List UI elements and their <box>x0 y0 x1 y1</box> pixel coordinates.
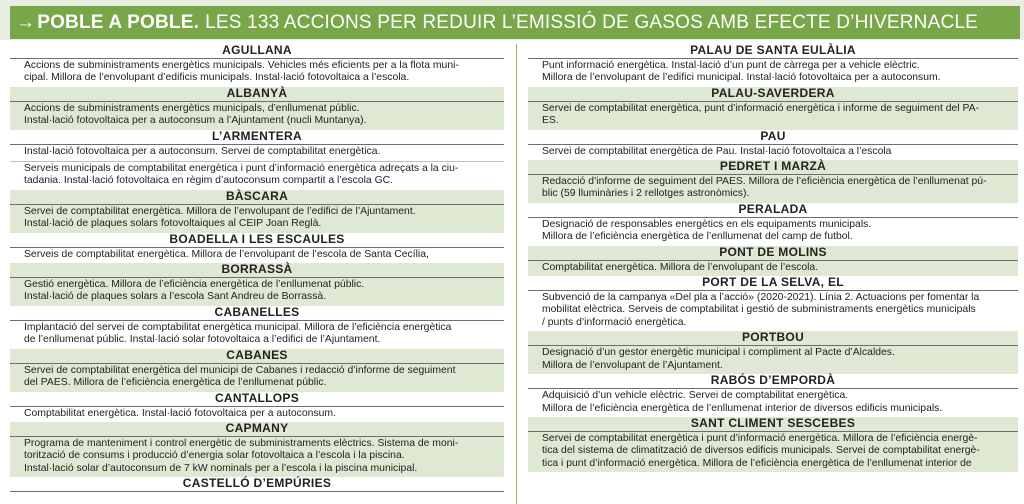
actions-text <box>10 437 504 477</box>
action-line: Adquisició d’un vehicle elèctric. Servei de comptabilitat energètica. <box>542 390 849 402</box>
actions-text <box>10 321 504 349</box>
action-line: mobilitat elèctrica. Serveis de comptabilitat i gestió de subministraments energètics municipals <box>542 304 976 316</box>
action-line: torització de consums i producció d’energia solar fotovoltaica a l’escola i la piscina. <box>24 450 405 462</box>
action-line: Punt informació energètica. Instal·lació d’un punt de càrrega per a vehicle elèctric. <box>542 60 920 71</box>
municipality-entry <box>10 263 504 306</box>
municipality-name: RABÓS D’EMPORDÀ <box>528 374 1018 389</box>
action-line: Instal·lació de plaques solars fotovoltaiques al CEIP Joan Reglà. <box>24 218 322 230</box>
actions-text <box>528 145 1018 160</box>
municipality-entry <box>10 422 504 477</box>
action-line: Accions de subministraments energètics municipals, d’enllumenat públic. <box>24 102 360 114</box>
municipality-entry <box>528 160 1018 203</box>
action-line: Programa de manteniment i control energètic de subministraments elèctrics. Sistema de moni- <box>24 437 459 449</box>
title-strong: POBLE A POBLE. <box>37 11 200 33</box>
action-line: del PAES. Millora de l’eficiència energètica de l’enllumenat públic. <box>24 377 327 389</box>
action-line: Serveis de comptabilitat energètica. Millora de l’envolupant de l’escola de Santa Cecília, <box>24 248 429 260</box>
column-divider <box>516 44 517 504</box>
municipality-entry <box>10 190 504 233</box>
action-line: Subvenció de la campanya «Del pla a l’acció» (2020-2021). Línia 2. Actuacions per fomentar la <box>542 292 980 304</box>
action-line: Instal·lació de plaques solars a l’escola Sant Andreu de Borrassà. <box>24 291 327 303</box>
action-line: de l’enllumenat públic. Instal·lació solar fotovoltaica a l’edifici de l’Ajuntament. <box>24 334 381 346</box>
municipality-entry <box>10 44 504 87</box>
municipality-name: PEDRET I MARZÀ <box>528 160 1018 175</box>
action-line: Instal·lació solar d’autoconsum de 7 kW nominals per a l’escola i la piscina municipal. <box>24 462 418 474</box>
action-line: Millora de l’eficiència energètica de l’enllumenat del camp de futbol. <box>542 231 853 243</box>
actions-text <box>10 407 504 422</box>
actions-text <box>528 59 1018 87</box>
actions-text <box>10 278 504 306</box>
municipality-name: L’ARMENTERA <box>10 130 504 145</box>
action-line: tica i punt d’informació energètica. Millora de l’eficiència energètica de l’enllumenat interior de <box>542 457 972 469</box>
municipality-entry <box>528 374 1018 417</box>
action-line: Accions de subministraments energètics municipals. Vehicles més eficients per a la flota muni- <box>24 60 459 71</box>
municipality-name: ALBANYÀ <box>10 87 504 102</box>
municipality-entry <box>10 306 504 349</box>
actions-text <box>10 102 504 130</box>
municipality-entry <box>10 130 504 190</box>
action-line: Comptabilitat energètica. Instal·lació fotovoltaica per a autoconsum. <box>24 407 336 419</box>
action-line: Designació de responsables energètics en els equipaments municipals. <box>542 218 872 230</box>
municipality-name: PERALADA <box>528 203 1018 218</box>
actions-text <box>10 248 504 263</box>
actions-text <box>528 346 1018 374</box>
action-line: blic (59 lluminàries i 2 rellotges astronòmics). <box>542 188 750 200</box>
action-line: Servei de comptabilitat energètica del municipi de Cabanes i redacció d’informe de seguiment <box>24 364 456 376</box>
municipality-name: CABANELLES <box>10 306 504 321</box>
action-line: Redacció d’informe de seguiment del PAES. Millora de l’eficiència energètica de l’enllumenat pú- <box>542 176 987 188</box>
municipality-entry <box>528 331 1018 374</box>
actions-text <box>10 145 504 160</box>
actions-text <box>10 205 504 233</box>
municipality-entry <box>10 477 504 492</box>
municipality-name: CASTELLÓ D’EMPÚRIES <box>10 477 504 492</box>
municipality-name: PORTBOU <box>528 331 1018 346</box>
municipality-name: PALAU-SAVERDERA <box>528 87 1018 102</box>
action-line: Servei de comptabilitat energètica i punt d’informació energètica. Millora de l’eficiència energè- <box>542 432 978 444</box>
action-line: Serveis municipals de comptabilitat energètica i punt d’informació energètica adreçats a la ciu- <box>24 163 459 175</box>
action-line: tadania. Instal·lació fotovoltaica en règim d’autoconsum compartit a l’escola GC. <box>24 175 394 187</box>
action-line: ES. <box>542 115 559 127</box>
actions-text <box>528 432 1018 472</box>
actions-text <box>10 161 504 190</box>
municipality-entry <box>10 87 504 130</box>
action-line: Designació d’un gestor energètic municipal i compliment al Pacte d’Alcaldes. <box>542 347 895 359</box>
municipality-name: SANT CLIMENT SESCEBES <box>528 417 1018 432</box>
municipality-entry <box>528 87 1018 130</box>
municipality-name: CAPMANY <box>10 422 504 437</box>
municipality-entry <box>528 417 1018 472</box>
actions-text <box>10 59 504 87</box>
municipality-name: PORT DE LA SELVA, EL <box>528 276 1018 291</box>
municipality-name: CABANES <box>10 349 504 364</box>
municipality-name: PALAU DE SANTA EULÀLIA <box>528 44 1018 59</box>
action-line: cipal. Millora de l’envolupant d’edificis municipals. Instal·lació fotovoltaica a l’escola. <box>24 72 410 84</box>
action-line: Servei de comptabilitat energètica. Millora de l’envolupant de l’edifici de l’Ajuntament. <box>24 205 416 217</box>
actions-text <box>528 291 1018 331</box>
municipality-entry <box>10 349 504 392</box>
action-line: Comptabilitat energètica. Millora de l’envolupant de l’escola. <box>542 261 819 273</box>
actions-text <box>528 389 1018 417</box>
title-rest: LES 133 ACCIONS PER REDUIR L’EMISSIÓ DE GASOS AMB EFECTE D’HIVERNACLE <box>205 11 979 33</box>
action-line: Millora de l’envolupant de l’edifici municipal. Instal·lació fotovoltaica per a autoconsum. <box>542 72 941 84</box>
header-band <box>0 0 1024 40</box>
action-line: Millora de l’envolupant de l’Ajuntament. <box>542 359 723 371</box>
action-line: Millora de l’eficiència energètica de l’enllumenat interior de diversos edificis municipals. <box>542 402 943 414</box>
actions-text <box>528 218 1018 246</box>
municipality-entry <box>10 233 504 263</box>
municipality-entry <box>528 246 1018 276</box>
municipality-name: AGULLANA <box>10 44 504 59</box>
actions-text <box>528 102 1018 130</box>
municipality-name: BORRASSÀ <box>10 263 504 278</box>
action-line: / punts d’informació energètica. <box>542 316 687 328</box>
actions-text <box>10 364 504 392</box>
municipality-name: CANTALLOPS <box>10 392 504 407</box>
municipality-entry <box>10 392 504 422</box>
action-line: Servei de comptabilitat energètica, punt d’informació energètica i informe de seguiment del PA- <box>542 102 980 114</box>
municipality-entry <box>528 130 1018 160</box>
municipality-entry <box>528 203 1018 246</box>
municipality-name: PONT DE MOLINS <box>528 246 1018 261</box>
left-column <box>10 44 504 492</box>
action-line: Instal·lació fotovoltaica per a autoconsum a l’Ajuntament (nucli Muntanya). <box>24 115 367 127</box>
arrow-icon: → <box>16 11 36 33</box>
actions-text <box>528 175 1018 203</box>
municipality-name: BÀSCARA <box>10 190 504 205</box>
actions-text <box>528 261 1018 276</box>
municipality-name: BOADELLA I LES ESCAULES <box>10 233 504 248</box>
municipality-entry <box>528 44 1018 87</box>
action-line: Instal·lació fotovoltaica per a autoconsum. Servei de comptabilitat energètica. <box>24 145 381 157</box>
action-line: tica del sistema de climatització de diversos edificis municipals. Servei de comptabilitat energè- <box>542 445 980 457</box>
page-title <box>10 6 1020 39</box>
action-line: Gestió energètica. Millora de l’eficiència energètica de l’enllumenat públic. <box>24 279 365 291</box>
action-line: Servei de comptabilitat energètica de Pau. Instal·lació fotovoltaica a l’escola <box>542 145 892 157</box>
municipality-entry <box>528 276 1018 331</box>
municipality-name: PAU <box>528 130 1018 145</box>
action-line: Implantació del servei de comptabilitat energètica municipal. Millora de l’eficiència energètica <box>24 321 452 333</box>
right-column <box>528 44 1018 472</box>
